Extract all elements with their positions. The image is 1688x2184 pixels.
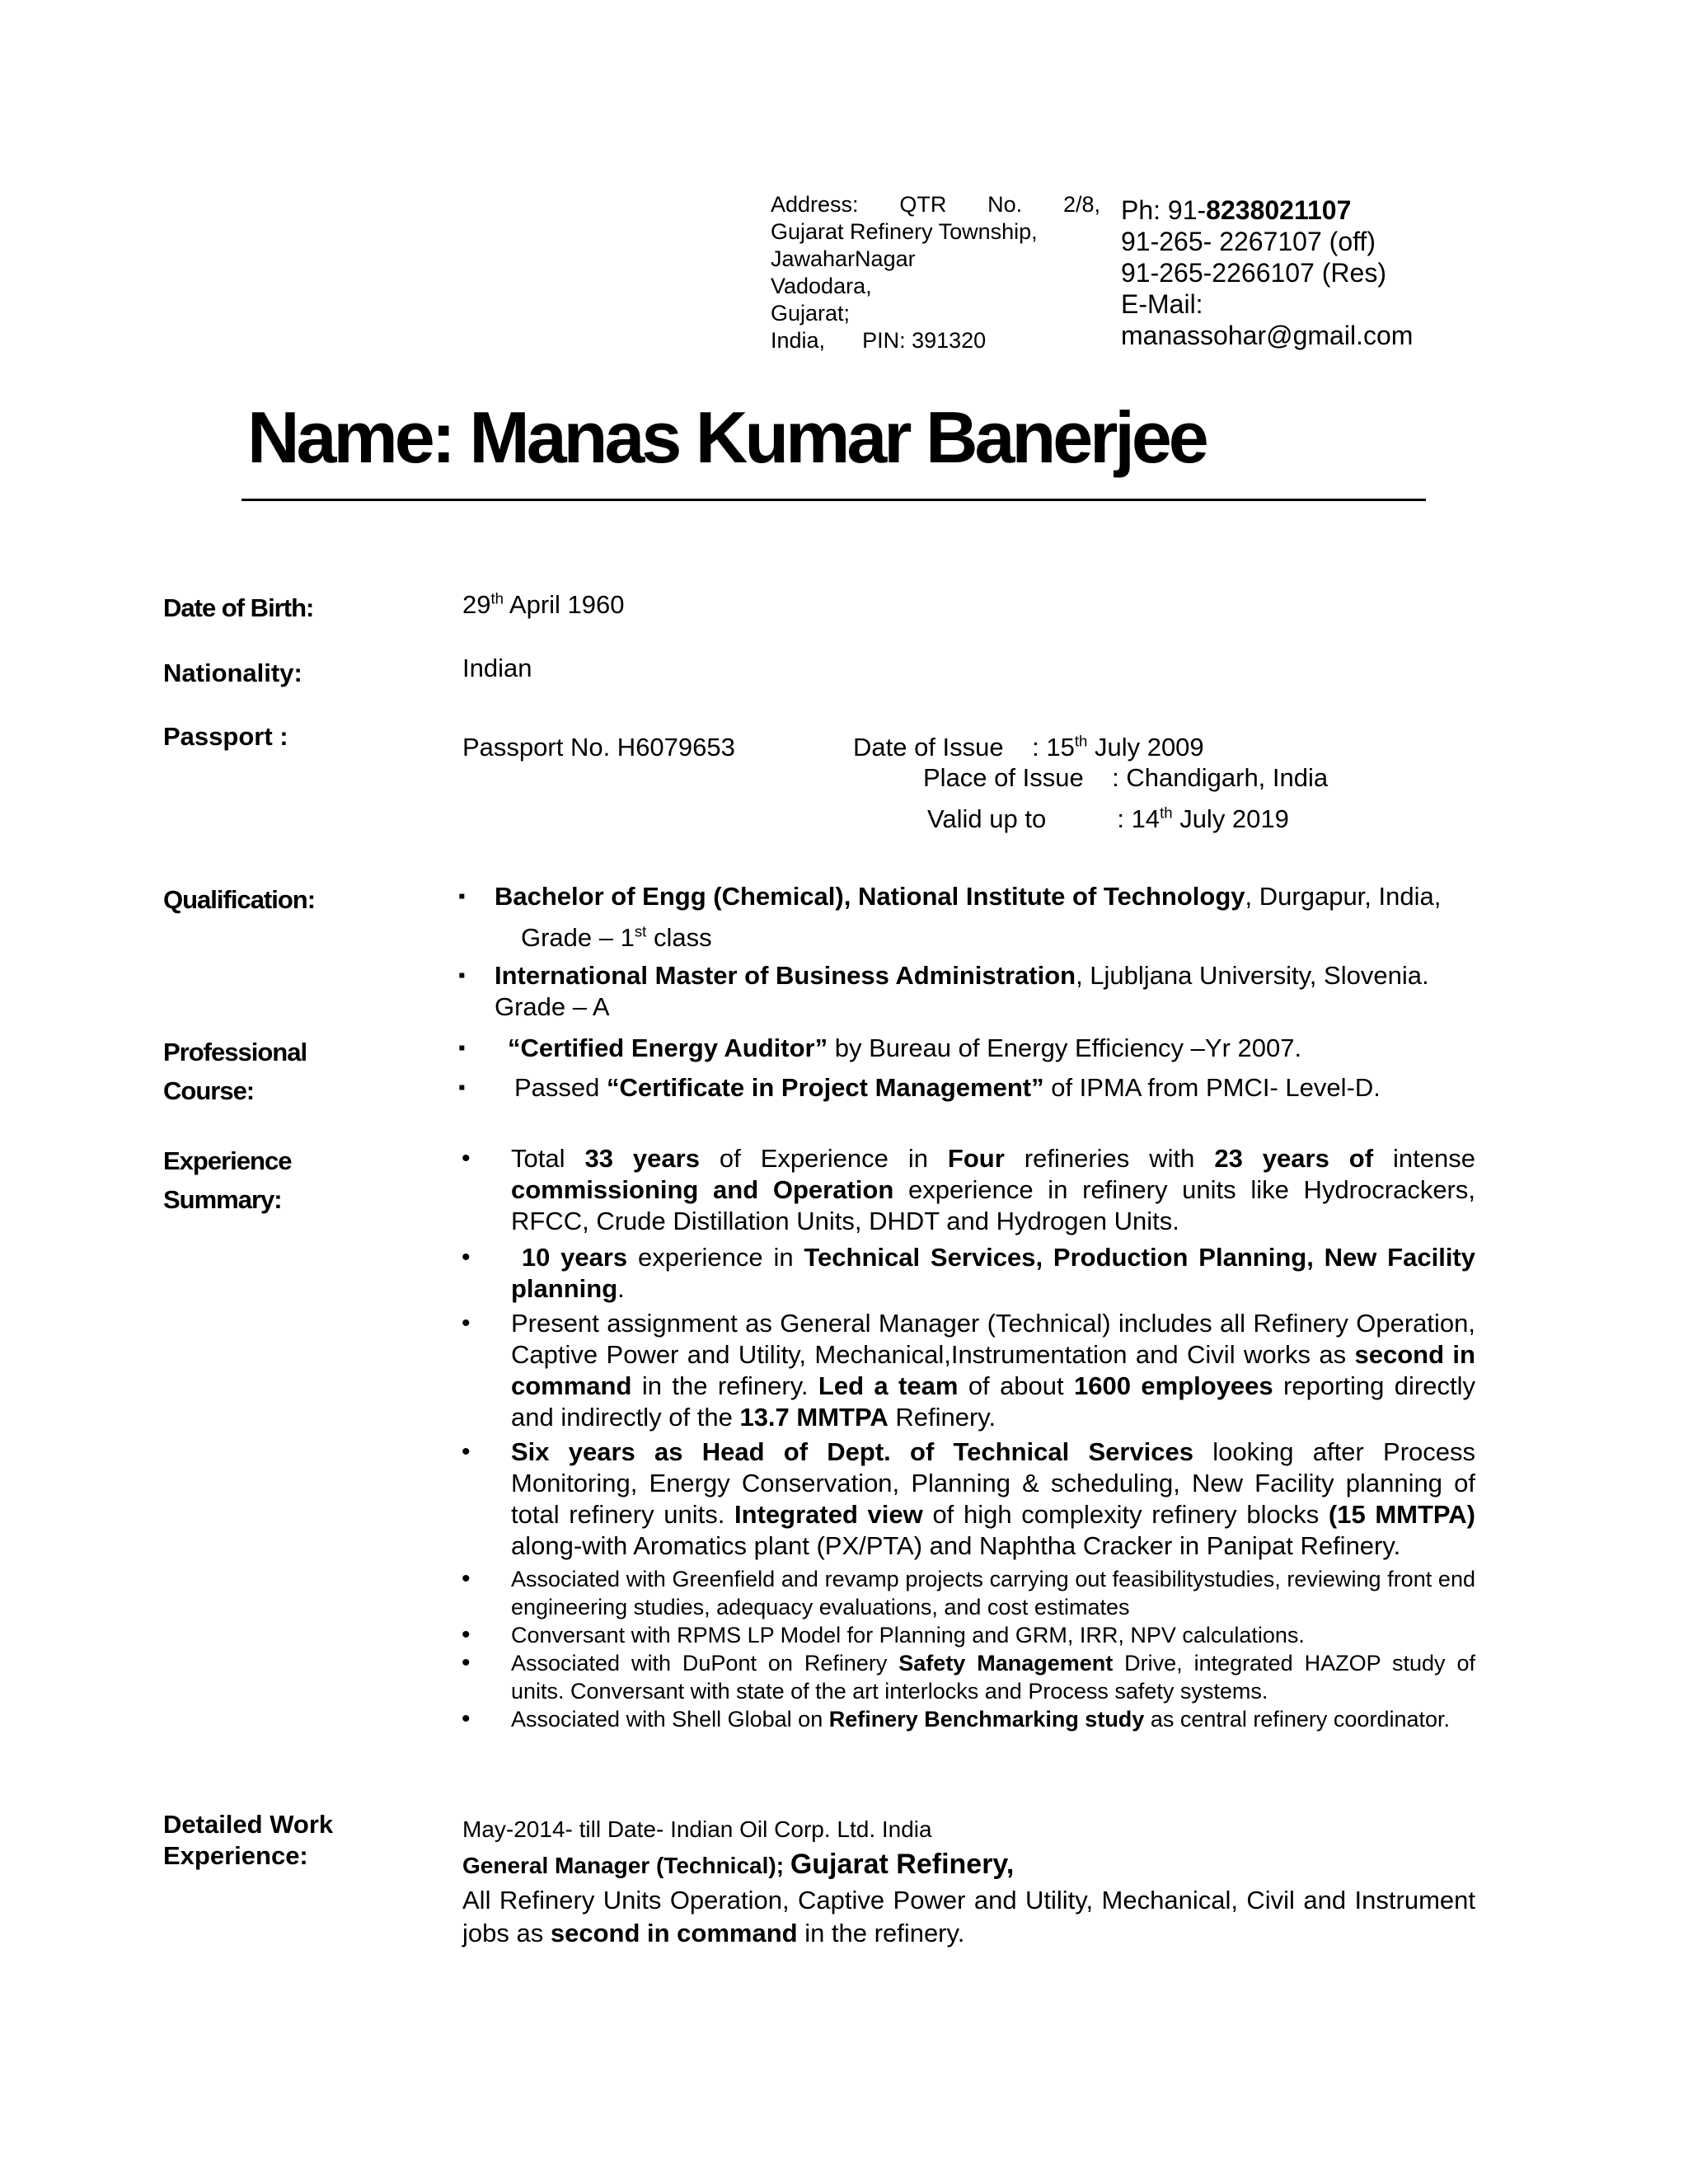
phone-mobile-number: 8238021107	[1206, 195, 1352, 225]
c1-rest: by Bureau of Energy Efficiency –Yr 2007.	[828, 1033, 1302, 1062]
text-run: in the refinery.	[631, 1371, 818, 1400]
nationality-label: Nationality:	[163, 658, 302, 687]
professional-item	[458, 1072, 1475, 1104]
text-run: 13.7 MMTPA	[739, 1403, 889, 1432]
qualification-label: Qualification:	[163, 885, 316, 914]
text-run: commissioning and Operation	[511, 1175, 894, 1204]
issue-label: Date of Issue	[853, 733, 1004, 762]
text-run: looking after Process Monitoring, Energy Conservation, Planning & scheduling, New Facility planning of total refinery units.	[511, 1437, 1475, 1529]
work-desc-a: All Refinery Units Operation, Captive Power and Utility, Mechanical, Civil and Instrument jobs as	[462, 1886, 1475, 1947]
text-run: Technical Services, Production Planning, New Facility planning	[511, 1243, 1475, 1303]
text-run: Total	[511, 1144, 585, 1173]
place-label: Place of Issue	[923, 763, 1084, 792]
work-period: May-2014- till Date- Indian Oil Corp. Ltd. India	[462, 1816, 932, 1842]
experience-item	[458, 1649, 1475, 1705]
text-run: of Experience in	[699, 1144, 948, 1173]
address-country: India,	[771, 328, 826, 353]
text-run: intense	[1373, 1144, 1475, 1173]
address-line-3: JawaharNagar	[771, 246, 916, 271]
phone-office: 91-265- 2267107 (off)	[1121, 227, 1376, 256]
text-run: as central refinery coordinator.	[1144, 1707, 1451, 1732]
q1-grade-sup: st	[634, 922, 647, 940]
text-run: Six years as Head of Dept. of Technical Services	[511, 1437, 1194, 1466]
text-run: Four	[947, 1144, 1005, 1173]
experience-item	[458, 1436, 1475, 1562]
address-line-4: Vadodara,	[771, 274, 872, 298]
phone-mobile	[1121, 194, 1467, 226]
dob-label: Date of Birth:	[163, 593, 314, 622]
address-qtr: QTR	[899, 192, 947, 217]
nationality-value: Indian	[462, 654, 532, 682]
heading-rule	[241, 499, 1426, 501]
professional-item	[458, 1033, 1475, 1064]
c2-pre: Passed	[514, 1073, 607, 1102]
passport-label: Passport :	[163, 722, 288, 751]
work-site: Gujarat Refinery,	[790, 1849, 1015, 1880]
issue-sup: th	[1074, 732, 1088, 750]
issue-rest: July 2009	[1087, 733, 1204, 762]
q2-grade: Grade – A	[495, 992, 610, 1021]
text-run: 10 years	[521, 1243, 628, 1272]
qualification-item	[458, 960, 1475, 1023]
c2-bold: “Certificate in Project Management”	[607, 1073, 1044, 1102]
dob-sup: th	[490, 589, 504, 607]
text-run: experience in	[627, 1243, 804, 1272]
work-description	[462, 1884, 1475, 1950]
address-line-2: Gujarat Refinery Township,	[771, 219, 1038, 244]
address-number: 2/8,	[1062, 192, 1100, 217]
experience-list	[458, 1143, 1475, 1733]
address-line-6	[771, 327, 1100, 354]
q1-bold: Bachelor of Engg (Chemical), National Institute of Technology	[495, 882, 1245, 911]
text-run: Refinery Benchmarking study	[828, 1707, 1145, 1732]
passport-valid	[927, 804, 1289, 835]
experience-item	[458, 1705, 1475, 1733]
text-run: 33 years	[584, 1144, 700, 1173]
text-run: (15 MMTPA)	[1328, 1500, 1476, 1529]
passport-place	[923, 762, 1328, 794]
text-run: experience in refinery units like Hydrocrackers, RFCC, Crude Distillation Units, DHDT and Hydrogen Units.	[511, 1175, 1475, 1235]
work-desc-bold: second in command	[550, 1919, 798, 1947]
text-run: of high complexity refinery blocks	[922, 1500, 1329, 1529]
q1-grade-a: Grade – 1	[521, 923, 635, 952]
passport-number: Passport No. H6079653	[462, 733, 735, 762]
text-run: Associated with DuPont on Refinery	[511, 1651, 899, 1675]
address-line-5: Gujarat;	[771, 301, 851, 326]
text-run: reporting directly and indirectly of the	[511, 1371, 1475, 1432]
experience-item: • Conversant with RPMS LP Model for Planning and GRM, IRR, NPV calculations.	[458, 1621, 1475, 1649]
qualification-item	[458, 881, 1475, 954]
text-run: Associated with Shell Global on	[511, 1707, 829, 1732]
q1-grade	[495, 922, 1475, 954]
work-role-title: General Manager (Technical);	[462, 1853, 790, 1878]
text-run: Present assignment as General Manager (Technical) includes all Refinery Operation, Captive Power and Utility, Mechanical,Instrumentation and Civil works as	[511, 1309, 1475, 1369]
experience-item	[458, 1308, 1475, 1433]
email-label: E-Mail:	[1121, 289, 1203, 319]
place-value: : Chandigarh, India	[1112, 763, 1329, 792]
text-run: of about	[958, 1371, 1075, 1400]
work-label-2: Experience:	[163, 1841, 308, 1870]
address-no: No.	[987, 192, 1023, 217]
text-run: Refinery.	[888, 1403, 996, 1432]
address-block	[771, 191, 1100, 354]
phone-label: Ph: 91-	[1121, 195, 1207, 225]
address-label: Address:	[771, 192, 859, 217]
passport-issue-date	[853, 732, 1204, 763]
dob-day: 29	[462, 590, 491, 619]
dob-rest: April 1960	[504, 590, 625, 619]
address-line-1	[771, 191, 1100, 218]
experience-item: • Associated with Greenfield and revamp projects carrying out feasibilitystudies, reviewing front end engineering studies, adequacy evaluations, and cost estimates	[458, 1565, 1475, 1621]
experience-item	[458, 1242, 1475, 1305]
text-run: second in command	[511, 1340, 1475, 1400]
valid-sup: th	[1160, 804, 1173, 822]
text-run: Safety Management	[898, 1651, 1114, 1675]
valid-day: : 14	[1117, 804, 1160, 833]
text-run: Led a team	[818, 1371, 959, 1400]
professional-label-1: Professional	[163, 1038, 307, 1066]
professional-label-2: Course:	[163, 1076, 255, 1105]
experience-item	[458, 1143, 1475, 1237]
work-role	[462, 1846, 1475, 1884]
q1-rest: , Durgapur, India,	[1245, 882, 1442, 911]
work-desc-b: in the refinery.	[797, 1919, 965, 1947]
dob-value	[462, 589, 625, 621]
text-run: Integrated view	[734, 1500, 923, 1529]
experience-label-2: Summary:	[163, 1185, 282, 1214]
text-run: .	[617, 1274, 625, 1303]
email-address: manassohar@gmail.com	[1121, 321, 1414, 350]
work-entry	[462, 1813, 1475, 1950]
issue-day: : 15	[1032, 733, 1075, 762]
text-run: 1600 employees	[1074, 1371, 1273, 1400]
valid-rest: July 2019	[1172, 804, 1289, 833]
c2-rest: of IPMA from PMCI- Level-D.	[1043, 1073, 1381, 1102]
name-heading: Name: Manas Kumar Banerjee	[247, 396, 1206, 478]
q2-rest: , Ljubljana University, Slovenia.	[1076, 961, 1429, 990]
experience-label-1: Experience	[163, 1146, 292, 1175]
text-run: refineries with	[1004, 1144, 1215, 1173]
text-run: 23 years of	[1214, 1144, 1374, 1173]
text-run: Drive, integrated HAZOP study of units. Conversant with state of the art interlocks and Process safety systems.	[511, 1651, 1475, 1704]
phone-residence: 91-265-2266107 (Res)	[1121, 258, 1386, 288]
text-run: along-with Aromatics plant (PX/PTA) and Naphtha Cracker in Panipat Refinery.	[511, 1531, 1401, 1560]
work-label-1: Detailed Work	[163, 1810, 334, 1839]
qualification-list	[458, 881, 1475, 1023]
c1-bold: “Certified Energy Auditor”	[508, 1033, 828, 1062]
q2-bold: International Master of Business Administration	[495, 961, 1076, 990]
valid-label: Valid up to	[927, 804, 1047, 833]
address-pin: PIN: 391320	[862, 328, 987, 353]
contact-block	[1121, 194, 1467, 351]
q1-grade-b: class	[646, 923, 712, 952]
professional-list	[458, 1033, 1475, 1104]
